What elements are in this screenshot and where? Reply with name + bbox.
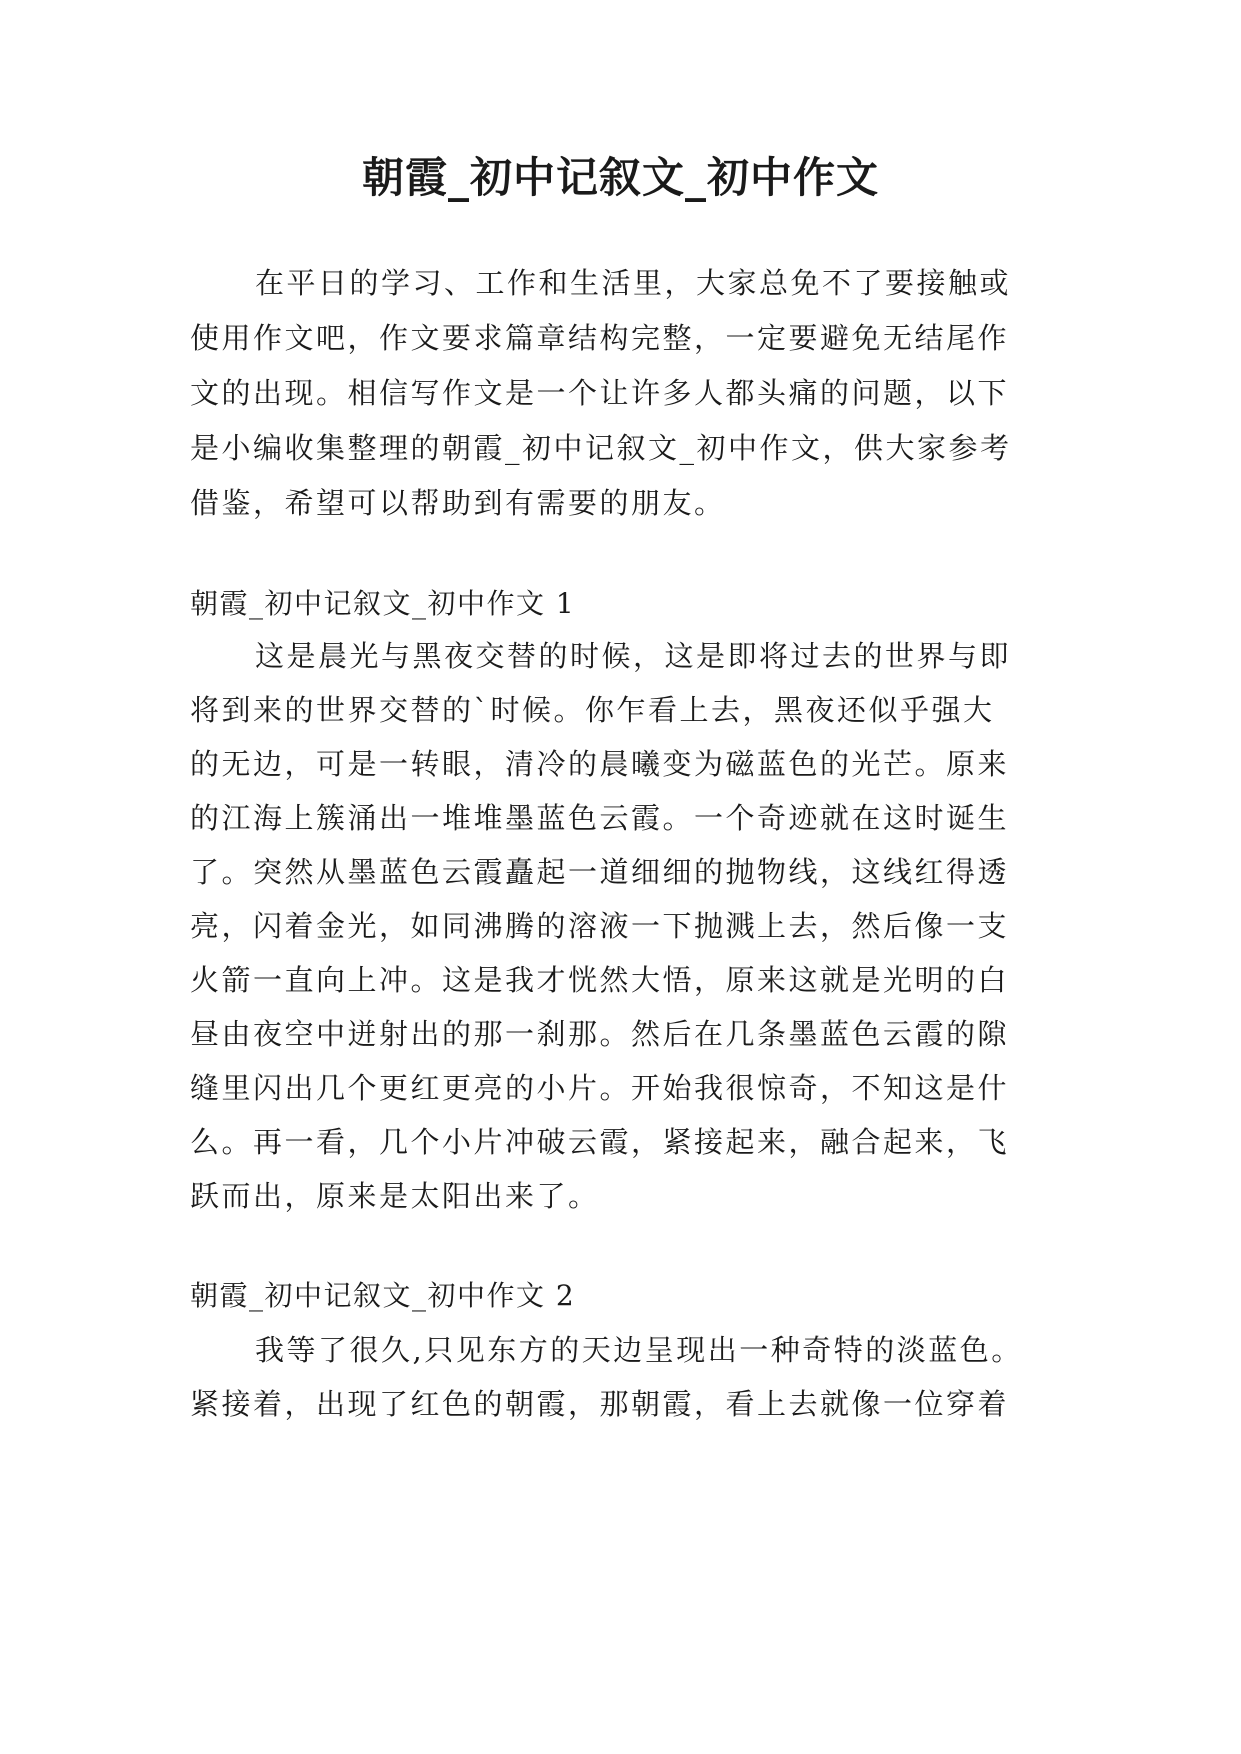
document-title: 朝霞_初中记叙文_初中作文 [361,153,879,202]
paragraph-line: 我等了很久,只见东方的天边呈现出一种奇特的淡蓝色。 [255,1333,1023,1367]
intro-line: 在平日的学习、工作和生活里，大家总免不了要接触或 [255,266,1012,300]
paragraph-line: 亮，闪着金光，如同沸腾的溶液一下抛溅上去，然后像一支 [190,909,1010,943]
paragraph-line: 了。突然从墨蓝色云霞矗起一道细细的抛物线，这线红得透 [190,855,1010,889]
paragraph-line: 么。再一看，几个小片冲破云霞，紧接起来，融合起来，飞 [190,1125,1010,1159]
paragraph-line: 跃而出，原来是太阳出来了。 [190,1179,600,1213]
intro-line: 使用作文吧，作文要求篇章结构完整，一定要避免无结尾作 [190,321,1010,355]
paragraph-line: 火箭一直向上冲。这是我才恍然大悟，原来这就是光明的白 [190,963,1010,997]
intro-line: 是小编收集整理的朝霞_初中记叙文_初中作文，供大家参考 [190,431,1012,465]
paragraph-line: 的无边，可是一转眼，清冷的晨曦变为磁蓝色的光芒。原来 [190,747,1010,781]
paragraph-line: 的江海上簇涌出一堆堆墨蓝色云霞。一个奇迹就在这时诞生 [190,801,1010,835]
paragraph-line: 这是晨光与黑夜交替的时候，这是即将过去的世界与即 [255,639,1012,673]
intro-line: 借鉴，希望可以帮助到有需要的朋友。 [190,486,726,520]
intro-line: 文的出现。相信写作文是一个让许多人都头痛的问题，以下 [190,376,1010,410]
paragraph-line: 昼由夜空中迸射出的那一刹那。然后在几条墨蓝色云霞的隙 [190,1017,1010,1051]
section-heading: 朝霞_初中记叙文_初中作文 2 [190,1279,576,1312]
paragraph-line: 将到来的世界交替的`时候。你乍看上去，黑夜还似乎强大 [190,693,995,727]
paragraph-line: 紧接着，出现了红色的朝霞，那朝霞，看上去就像一位穿着 [190,1387,1010,1421]
section-heading: 朝霞_初中记叙文_初中作文 1 [190,587,576,620]
paragraph-line: 缝里闪出几个更红更亮的小片。开始我很惊奇，不知这是什 [190,1071,1010,1105]
